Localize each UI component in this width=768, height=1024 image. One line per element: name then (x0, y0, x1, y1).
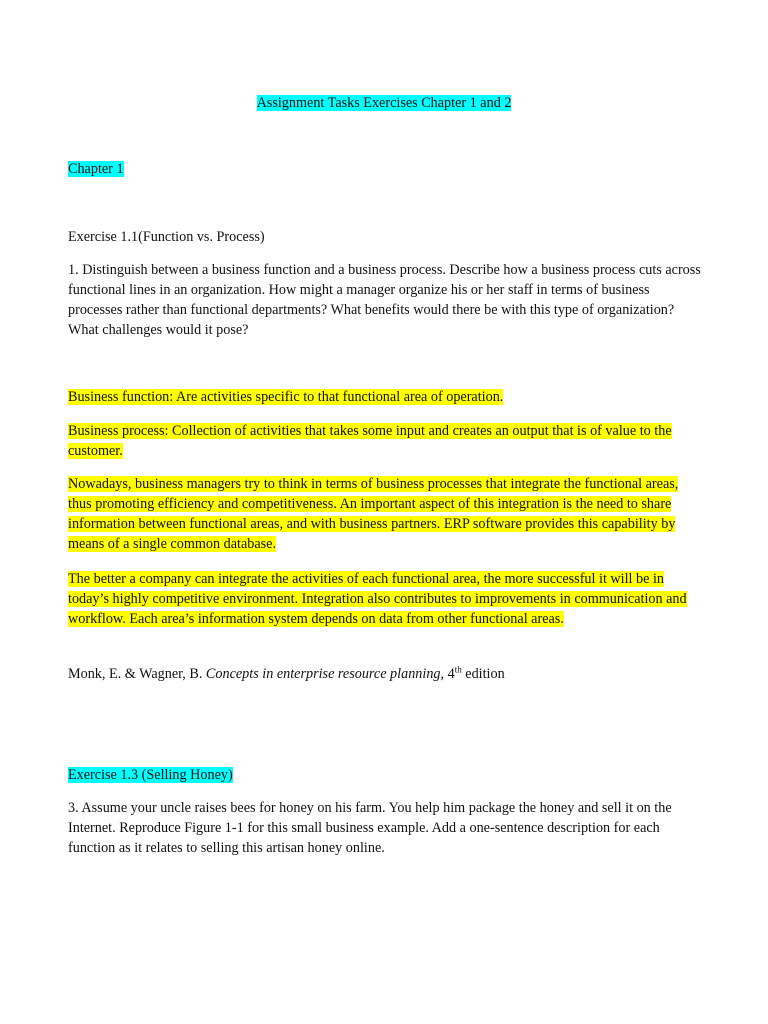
answer-better-integration-paragraph (68, 569, 704, 629)
answer-business-function-paragraph (68, 387, 704, 407)
chapter-heading-line (68, 159, 704, 179)
exercise-1-3-heading: Exercise 1.3 (Selling Honey) (68, 767, 233, 783)
answer-business-function: Business function: Are activities specific to that functional area of operation. (68, 389, 504, 405)
answer-better-integration: The better a company can integrate the activities of each functional area, the more successful it will be in today’s highly competitive environment. Integration also contributes to improvements in communication and workflow. Each area’s information system depends on data from other functional areas. (68, 571, 687, 627)
answer-business-process-paragraph (68, 421, 704, 461)
exercise-1-1-heading: Exercise 1.1(Function vs. Process) (68, 229, 265, 245)
document-title-line (0, 93, 768, 113)
citation-edition-suffix: th (454, 664, 462, 675)
citation-authors: Monk, E. & Wagner, B. (68, 666, 203, 682)
exercise-1-3-question: 3. Assume your uncle raises bees for honey on his farm. You help him package the honey and sell it on the Internet. Reproduce Figure 1-1 for this small business example. Add a one-sentence description for each function as it relates to selling this artisan honey online. (68, 800, 672, 856)
exercise-1-3-heading-line (68, 765, 704, 785)
answer-nowadays-paragraph (68, 474, 704, 554)
answer-business-process: Business process: Collection of activities that takes some input and creates an output that is of value to the customer. (68, 423, 672, 459)
citation-book-title: Concepts in enterprise resource planning, (205, 666, 445, 682)
answer-nowadays: Nowadays, business managers try to think in terms of business processes that integrate the functional areas, thus promoting efficiency and competitiveness. An important aspect of this integration is the need to share information between functional areas, and with business partners. ERP software provides this capability by means of a single common database. (68, 476, 679, 552)
document-title: Assignment Tasks Exercises Chapter 1 and 2 (256, 95, 512, 111)
citation-edition-number: 4 (447, 666, 455, 682)
exercise-1-1-question: 1. Distinguish between a business function and a business process. Describe how a business process cuts across functional lines in an organization. How might a manager organize his or her staff in terms of business processes rather than functional departments? What benefits would there be with this type of organization? What challenges would it pose? (68, 262, 701, 338)
chapter-heading: Chapter 1 (68, 161, 124, 177)
citation-edition-word: edition (465, 666, 505, 682)
citation (68, 664, 704, 684)
